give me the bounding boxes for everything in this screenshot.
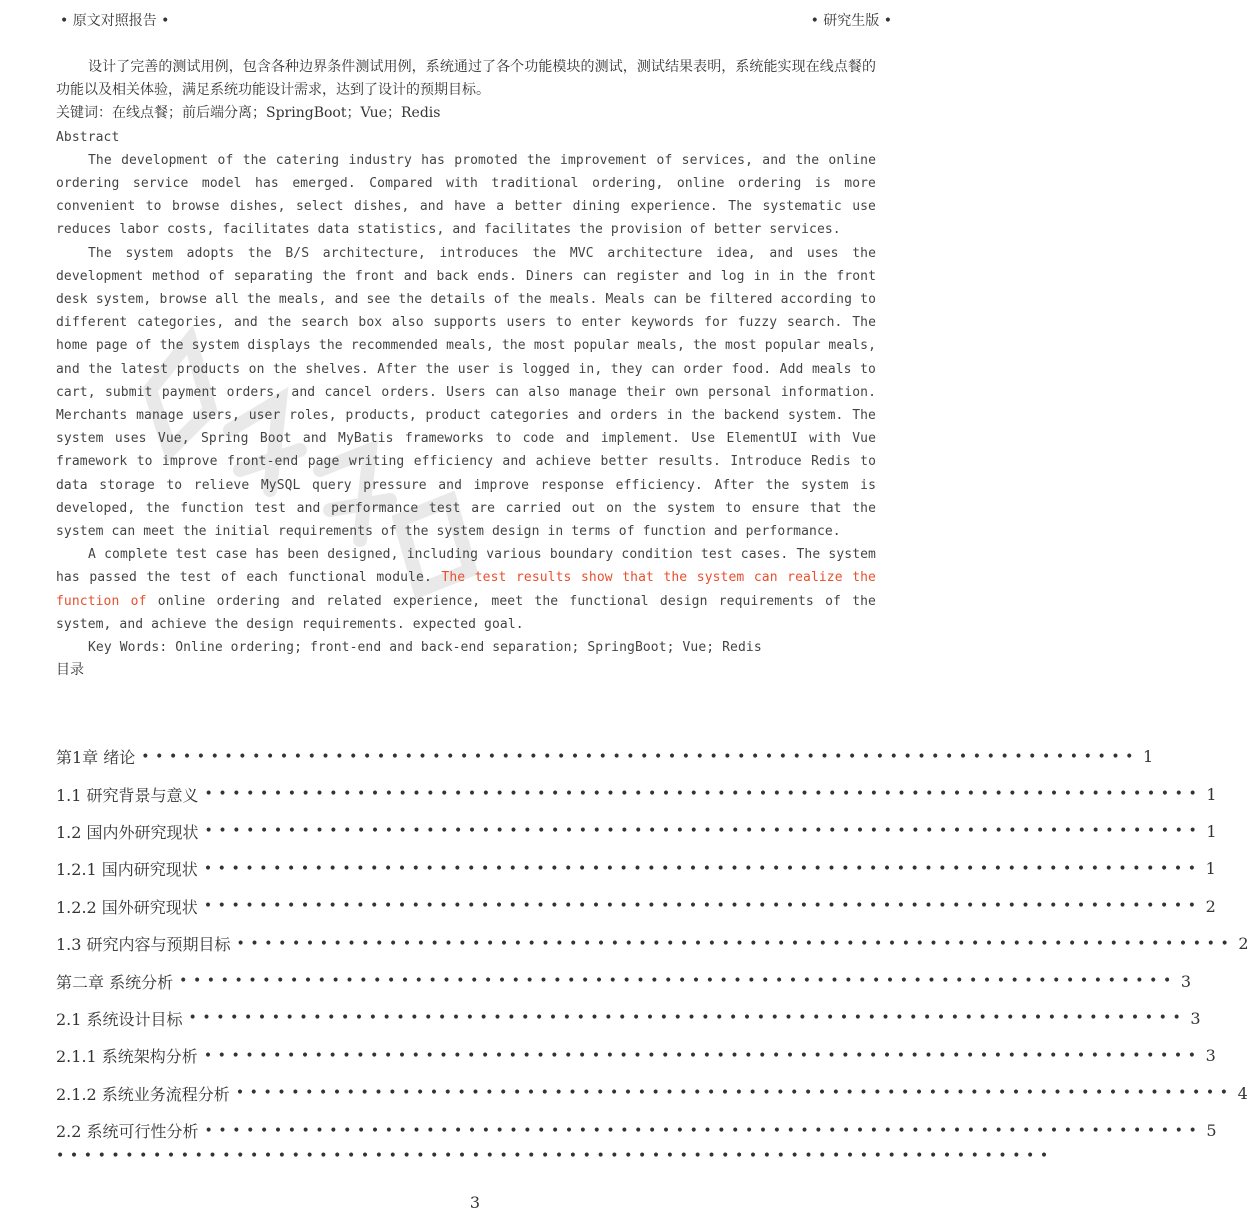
toc-entry-page: 2 [1238,934,1249,954]
header-left: • 原文对照报告 • [60,13,170,29]
toc-entry-title: 1.2.2 国外研究现状 [56,897,198,917]
toc-entry [56,738,1154,775]
toc-leader-dots: •••••••••••••••••••••••••••••••••••••••••••••••••••••••••••••••••••••••• [203,898,1202,915]
en-keywords: Key Words: Online ordering; front-end and back-end separation; SpringBoot; Vue; Redis [88,640,762,656]
toc-leader-dots: •••••••••••••••••••••••••••••••••••••••••••••••••••••••••••••••••••••••• [203,860,1202,877]
toc-leader-dots: •••••••••••••••••••••••••••••••••••••••••••••••••••••••••••••••••••••••• [204,786,1203,803]
toc-entry [56,962,1192,999]
toc-entry-page: 1 [1206,784,1217,804]
table-of-contents [56,738,1249,1149]
document-body [56,56,876,682]
abstract-paragraph-2: The system adopts the B/S architecture, introduces the MVC architecture idea, and uses the development method of separating the front and back ends. Diners can register and log in in the front desk system, browse all the meals, and see the details of the meals. Meals can be filtered according to different categories, and the search box also supports users to enter keywords for fuzzy search. The home page of the system displays the recommended meals, the most popular meals, the most popular meals, and the latest products on the shelves. After the user is logged in, they can order food. Add meals to cart, submit payment orders, and cancel orders. Users can also manage their own personal information. Merchants manage users, user roles, products, product categories and orders in the backend system. The system uses Vue, Spring Boot and MyBatis frameworks to code and implement. Use ElementUI with Vue framework to improve front-end page writing efficiency and achieve better results. Introduce Redis to data storage to relieve MySQL query pressure and improve response efficiency. After the system is developed, the function test and performance test are carried out on the system to ensure that the system can meet the initial requirements of the system design in terms of function and performance. [56,245,876,540]
toc-leader-dots: •••••••••••••••••••••••••••••••••••••••••••••••••••••••••••••••••••••••• [141,748,1140,765]
toc-trailing-dots: •••••••••••••••••••••••••••••••••••••••••••••••••••••••••••••••••••••••• [56,1148,1054,1164]
toc-entry-page: 1 [1205,859,1216,879]
toc-entry-page: 3 [1205,1046,1216,1066]
toc-entry-page: 2 [1205,896,1216,916]
abstract-paragraph-1: The development of the catering industry has promoted the improvement of services, and the online ordering service model has emerged. Compared with traditional ordering, online ordering is more convenient to browse dishes, select dishes, and have a better dining experience. The systematic use reduces labor costs, facilitates data statistics, and facilitates the provision of better services. [56,152,876,238]
toc-entry-title: 第二章 系统分析 [56,972,174,992]
toc-leader-dots: •••••••••••••••••••••••••••••••••••••••••••••••••••••••••••••••••••••••• [204,1122,1203,1139]
toc-entry-title: 2.1.1 系统架构分析 [56,1047,198,1067]
toc-entry-page: 5 [1206,1121,1217,1141]
toc-entry [56,850,1216,887]
toc-entry-title: 2.1.2 系统业务流程分析 [56,1084,230,1104]
toc-entry-page: 1 [1143,747,1154,767]
toc-entry [56,925,1249,962]
page-number: 3 [469,1193,481,1212]
toc-entry [56,813,1217,850]
header-right: • 研究生版 • [810,13,892,29]
toc-entry-title: 1.3 研究内容与预期目标 [56,935,231,955]
toc-heading: 目录 [56,662,84,679]
toc-leader-dots: •••••••••••••••••••••••••••••••••••••••••••••••••••••••••••••••••••••••• [188,1010,1187,1027]
abstract-paragraph-3-start: A complete test case has been designed, including various boundary condition test cases. The system has passed the test of each functional module. [56,547,876,586]
toc-entry [56,775,1217,812]
toc-entry-title: 2.2 系统可行性分析 [56,1122,199,1142]
toc-entry-page: 3 [1180,971,1192,991]
toc-entry-page: 1 [1206,821,1217,841]
abstract-paragraph-3 [56,543,876,636]
toc-entry-page: 3 [1190,1008,1201,1028]
toc-leader-dots: •••••••••••••••••••••••••••••••••••••••••••••••••••••••••••••••••••••••• [204,823,1203,840]
toc-entry [56,888,1216,925]
highlighted-match: The test results show that the system can realize the function of [56,570,876,609]
toc-entry-title: 2.1 系统设计目标 [56,1009,183,1029]
toc-entry [56,1037,1216,1074]
toc-entry-page: 4 [1237,1083,1248,1103]
toc-entry [56,1075,1248,1112]
cn-summary-paragraph: 设计了完善的测试用例，包含各种边界条件测试用例，系统通过了各个功能模块的测试，测试结果表明，系统能实现在线点餐的功能以及相关体验，满足系统功能设计需求，达到了设计的预期目标。 [56,59,876,99]
toc-leader-dots: •••••••••••••••••••••••••••••••••••••••••••••••••••••••••••••••••••••••• [203,1047,1202,1064]
abstract-paragraph-3-end: online ordering and related experience, meet the functional design requirements of the system, and achieve the design requirements. expected goal. [56,593,876,632]
toc-entry-title: 1.2.1 国内研究现状 [56,860,198,880]
toc-leader-dots: •••••••••••••••••••••••••••••••••••••••••••••••••••••••••••••••••••••••• [236,935,1235,952]
toc-entry-title: 1.1 研究背景与意义 [56,785,199,805]
toc-leader-dots: •••••••••••••••••••••••••••••••••••••••••••••••••••••••••••••••••••••••• [235,1085,1234,1102]
cn-keywords: 关键词：在线点餐；前后端分离；SpringBoot；Vue；Redis [56,105,441,122]
toc-leader-dots: •••••••••••••••••••••••••••••••••••••••••••••••••••••••••••••••••••••••• [179,973,1177,990]
toc-entry [56,1112,1217,1149]
toc-entry-title: 1.2 国内外研究现状 [56,822,199,842]
abstract-heading: Abstract [56,129,120,145]
toc-entry-title: 第1章 绪论 [56,748,136,768]
toc-entry [56,1000,1201,1037]
